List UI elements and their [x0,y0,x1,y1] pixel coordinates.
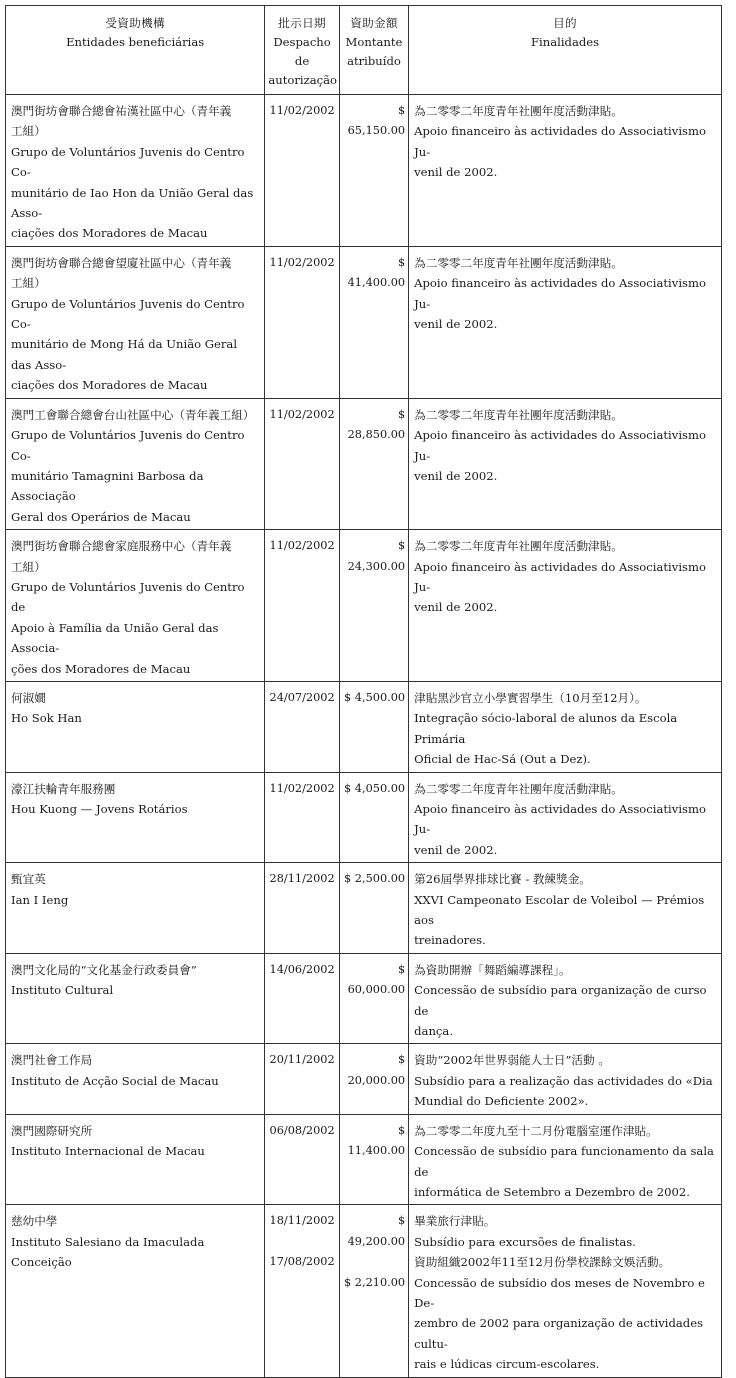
text-line: 津貼黑沙官立小學實習學生（10月至12月）。 [414,690,647,705]
date-cell: 24/07/2002 [265,681,340,772]
date-cell: 11/02/2002 [265,398,340,529]
subsidy-table [5,5,722,1378]
entity-cell [6,95,265,247]
date-cell: 11/02/2002 [265,246,340,398]
date-value: 18/11/2002 [269,1214,335,1228]
purpose-cell [409,530,722,682]
text-line: venil de 2002. [414,842,498,857]
text-line: venil de 2002. [414,317,498,332]
text-line: Instituto Cultural [11,983,114,998]
text-line: Instituto de Acção Social de Macau [11,1073,219,1088]
text-line: 慈幼中學 [11,1214,58,1229]
text-line: 資助組織2002年11至12月份學校課餘文娛活動。 [414,1255,671,1270]
text-line: munitário de Iao Hon da União Geral das Asso- [11,185,254,221]
text-line: 澳門街坊會聯合總會望廈社區中心（青年義 [11,255,232,270]
text-line: venil de 2002. [414,468,498,483]
text-line: 畢業旅行津貼。 [414,1214,496,1229]
purpose-cell [409,95,722,247]
text-line: 澳門社會工作局 [11,1053,93,1068]
date-cell: 20/11/2002 [265,1044,340,1114]
text-line: Concessão de subsídio para organização de curso de [414,983,707,1018]
date-cell: 11/02/2002 [265,530,340,682]
text-line: 為二零零二年度青年社團年度活動津貼。 [414,104,623,118]
text-line: 工組） [11,124,46,139]
entity-cell [6,246,265,398]
text-line: Apoio à Família da União Geral das Associa- [11,620,219,656]
text-line: Ho Sok Han [11,711,82,726]
entity-cell [6,1114,265,1205]
text-line: Hou Kuong — Jovens Rotários [11,802,188,816]
text-line: Subsídio para excursões de finalistas. [414,1234,636,1249]
table-row [6,398,722,529]
text-line: Concessão de subsídio para funcionamento da sala de [414,1144,714,1179]
entity-cell [6,1044,265,1114]
header-row [6,6,722,95]
text-line: Grupo de Voluntários Juvenis do Centro de [11,579,245,615]
table-row [6,953,722,1044]
text-line: Grupo de Voluntários Juvenis do Centro Co- [11,428,245,463]
text-line: 為二零零二年度青年社團年度活動津貼。 [414,539,623,554]
header-amount: 資助金額 Montante atribuído [339,6,408,95]
text-line: Apoio financeiro às actividades do Associativismo Ju- [414,428,706,463]
text-line: 為二零零二年度青年社團年度活動津貼。 [414,781,623,796]
amount-cell [339,1205,408,1377]
text-line: 為資助開辦「舞蹈編導課程」。 [414,962,571,977]
purpose-cell [409,246,722,398]
purpose-cell [409,1205,722,1377]
text-line: 為二零零二年度九至十二月份電腦室運作津貼。 [414,1123,658,1138]
date-cell: 28/11/2002 [265,863,340,954]
text-line: Instituto Internacional de Macau [11,1144,205,1159]
table-row [6,246,722,398]
amount-cell: $ 41,400.00 [339,246,408,398]
table-row [6,772,722,863]
amount-value: $ 49,200.00 [347,1214,406,1248]
text-line: venil de 2002. [414,600,498,615]
text-line: Apoio financeiro às actividades do Associativismo Ju- [414,802,706,837]
table-row [6,1205,722,1377]
entity-cell [6,398,265,529]
text-line: Ian I Ieng [11,892,69,907]
amount-cell: $ 20,000.00 [339,1044,408,1114]
text-line: munitário Tamagnini Barbosa da Associação [11,468,204,504]
header-purpose: 目的 Finalidades [409,6,722,95]
text-line: Instituto Salesiano da Imaculada Conceição [11,1234,205,1270]
text-line: informática de Setembro a Dezembro de 2002. [414,1184,690,1199]
entity-cell [6,530,265,682]
date-cell: 14/06/2002 [265,953,340,1044]
table-row [6,1044,722,1114]
entity-cell [6,1205,265,1377]
table-row [6,95,722,247]
purpose-cell [409,953,722,1044]
table-row [6,863,722,954]
text-line: ções dos Moradores de Macau [11,661,191,676]
entity-cell [6,681,265,772]
amount-cell: $ 2,500.00 [339,863,408,954]
entity-cell [6,863,265,954]
text-line: ciações dos Moradores de Macau [11,378,208,393]
text-line: Apoio financeiro às actividades do Associativismo Ju- [414,124,706,159]
text-line: Geral dos Operários de Macau [11,509,191,524]
text-line: 澳門街坊會聯合總會家庭服務中心（青年義 [11,539,232,554]
text-line: 澳門國際研究所 [11,1123,93,1138]
text-line: 甄宜英 [11,872,46,887]
entity-cell [6,772,265,863]
text-line: dança. [414,1024,454,1039]
purpose-cell [409,863,722,954]
spacer [340,1252,405,1272]
date-cell: 11/02/2002 [265,95,340,247]
amount-cell: $ 4,050.00 [339,772,408,863]
header-date: 批示日期 Despacho de autorização [265,6,340,95]
amount-cell: $ 65,150.00 [339,95,408,247]
table-row [6,681,722,772]
amount-cell: $ 4,500.00 [339,681,408,772]
purpose-cell [409,1044,722,1114]
amount-cell: $ 11,400.00 [339,1114,408,1205]
text-line: Oficial de Hac-Sá (Out a Dez). [414,752,591,767]
text-line: 第26屆學界排球比賽 - 教練獎金。 [414,872,591,887]
purpose-cell [409,1114,722,1205]
header-entities: 受資助機構 Entidades beneficiárias [6,6,265,95]
text-line: 資助“2002年世界弱能人士日”活動 。 [414,1053,610,1068]
text-line: Mundial do Deficiente 2002». [414,1094,589,1109]
text-line: 為二零零二年度青年社團年度活動津貼。 [414,407,623,422]
spacer [265,1232,339,1252]
purpose-cell [409,681,722,772]
date-cell [265,1205,340,1377]
text-line: Grupo de Voluntários Juvenis do Centro Co- [11,296,245,332]
text-line: Grupo de Voluntários Juvenis do Centro Co- [11,144,245,180]
text-line: 何淑嫺 [11,690,46,705]
text-line: Apoio financeiro às actividades do Associativismo Ju- [414,559,706,594]
text-line: 澳門工會聯合總會台山社區中心（青年義工組） [11,407,255,422]
date-cell: 06/08/2002 [265,1114,340,1205]
purpose-cell [409,398,722,529]
text-line: 澳門街坊會聯合總會祐漢社區中心（青年義 [11,104,232,118]
text-line: Subsídio para a realização das actividades do «Dia [414,1073,713,1088]
date-cell: 11/02/2002 [265,772,340,863]
text-line: treinadores. [414,933,486,948]
amount-cell: $ 28,850.00 [339,398,408,529]
text-line: 澳門文化局的“文化基金行政委員會” [11,962,197,977]
date-value: 17/08/2002 [269,1255,335,1269]
text-line: rais e lúdicas circum-escolares. [414,1357,600,1372]
amount-cell: $ 24,300.00 [339,530,408,682]
text-line: 工組） [11,276,46,291]
purpose-cell [409,772,722,863]
text-line: Integração sócio-laboral de alunos da Escola Primária [414,711,678,746]
text-line: venil de 2002. [414,165,498,180]
table-row [6,530,722,682]
text-line: zembro de 2002 para organização de actividades cultu- [414,1316,704,1351]
table-row [6,1114,722,1205]
amount-cell: $ 60,000.00 [339,953,408,1044]
text-line: Concessão de subsídio dos meses de Novembro e De- [414,1275,705,1310]
text-line: munitário de Mong Há da União Geral das Asso- [11,337,238,372]
text-line: 為二零零二年度青年社團年度活動津貼。 [414,255,623,270]
amount-value: $ 2,210.00 [344,1275,406,1289]
text-line: Apoio financeiro às actividades do Associativismo Ju- [414,276,706,311]
text-line: 工組） [11,559,46,574]
text-line: XXVI Campeonato Escolar de Voleibol — Prémios aos [414,892,705,928]
text-line: ciações dos Moradores de Macau [11,226,208,241]
text-line: 濠江扶輪青年服務團 [11,781,116,796]
entity-cell [6,953,265,1044]
